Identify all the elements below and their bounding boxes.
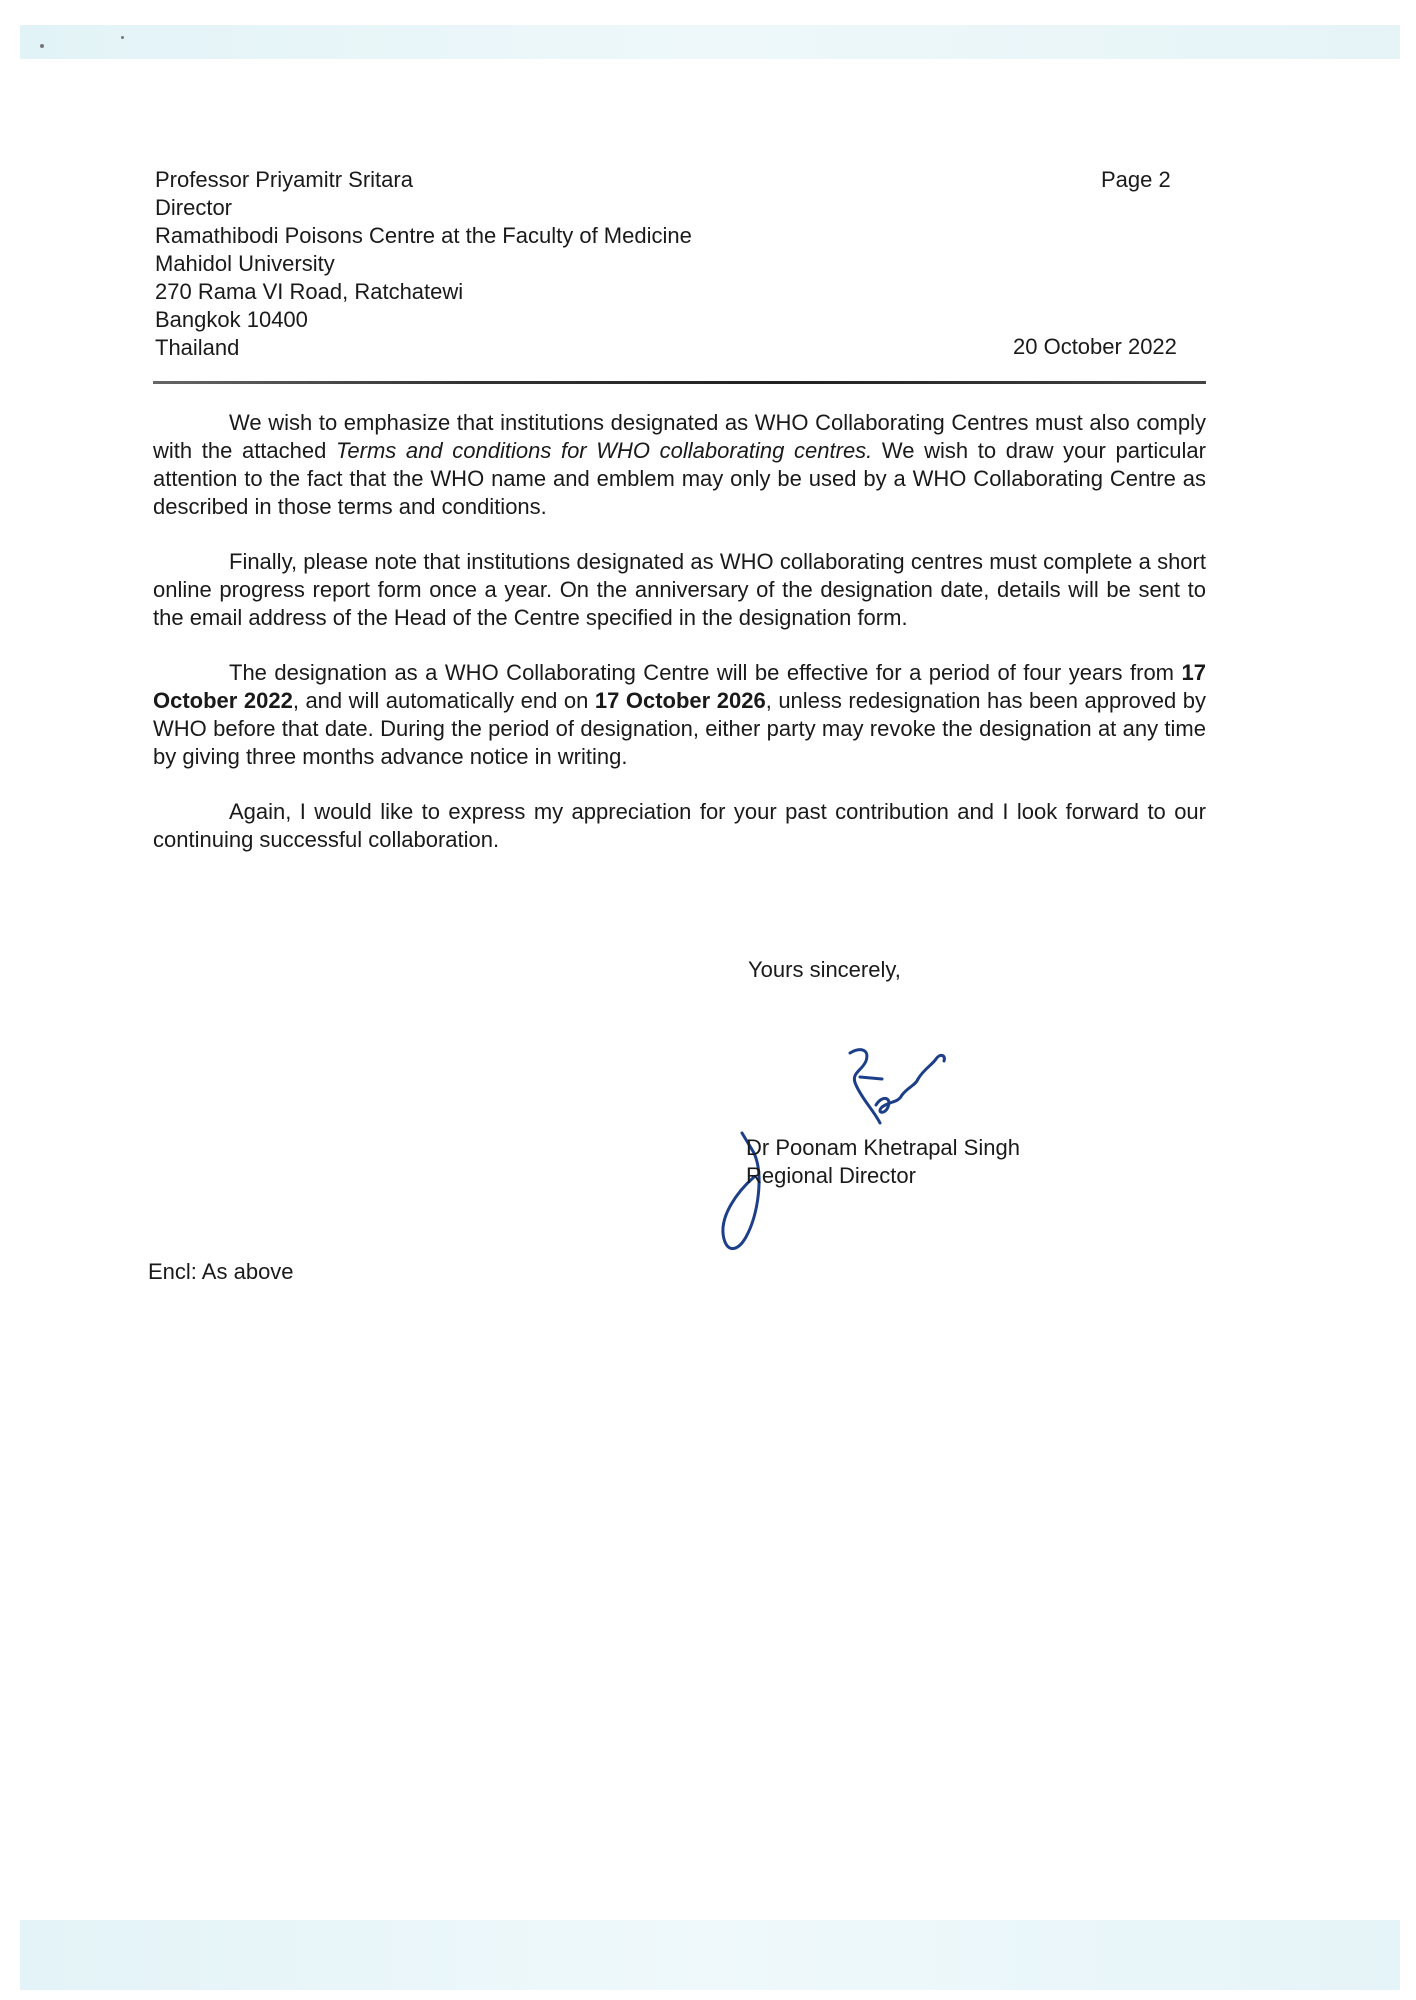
paragraph-progress-report: Finally, please note that institutions designated as WHO collaborating centres must complete a short online progress report form once a year. On the anniversary of the designation date, details will be sent to the email address of the Head of the Centre specified in the designation form. bbox=[153, 549, 1206, 630]
enclosure-note: Encl: As above bbox=[148, 1259, 294, 1284]
recipient-country: Thailand bbox=[155, 335, 240, 360]
designation-text: , unless redesignation has been approved by WHO before that date. During the period of designation, either party may revoke the designation at any time by giving three months advance notice in writing. bbox=[153, 688, 1206, 769]
recipient-institution: Ramathibodi Poisons Centre at the Faculty of Medicine bbox=[155, 223, 692, 248]
designation-start-date: 17 October 2022 bbox=[153, 660, 1206, 713]
designation-end-date: 17 October 2026 bbox=[594, 688, 766, 713]
closing-salutation: Yours sincerely, bbox=[748, 957, 901, 982]
recipient-address bbox=[155, 166, 692, 362]
recipient-position: Director bbox=[155, 195, 233, 220]
scan-speck bbox=[121, 36, 124, 39]
paragraph-terms-text: We wish to emphasize that institutions designated as WHO Collaborating Centres must also comply with the attached bbox=[153, 410, 1206, 463]
scan-speck bbox=[40, 44, 44, 48]
recipient-name: Professor Priyamitr Sritara bbox=[155, 167, 413, 192]
recipient-street: 270 Rama VI Road, Ratchatewi bbox=[155, 279, 464, 304]
recipient-university: Mahidol University bbox=[155, 251, 335, 276]
terms-document-title: Terms and conditions for WHO collaborating centres. bbox=[336, 438, 873, 463]
paragraph-appreciation: Again, I would like to express my appreciation for your past contribution and I look forward to our continuing successful collaboration. bbox=[153, 799, 1206, 852]
designation-text: The designation as a WHO Collaborating Centre will be effective for a period of four years from bbox=[229, 660, 1182, 685]
letter-body bbox=[153, 409, 1206, 881]
page-number: Page 2 bbox=[1101, 167, 1171, 192]
paragraph-designation-period bbox=[153, 659, 1206, 771]
paragraph-terms-text-end: We wish to draw your particular attention to the fact that the WHO name and emblem may only be used by a WHO Collaborating Centre as described in those terms and conditions. bbox=[153, 438, 1206, 519]
designation-text: , and will automatically end on bbox=[292, 688, 595, 713]
letter-date: 20 October 2022 bbox=[1013, 334, 1177, 359]
header-divider bbox=[153, 381, 1206, 384]
recipient-city: Bangkok 10400 bbox=[155, 307, 308, 332]
paragraph-terms bbox=[153, 409, 1206, 521]
scan-edge-top bbox=[20, 25, 1400, 59]
scan-edge-bottom bbox=[20, 1920, 1400, 1990]
signer-title: Regional Director bbox=[746, 1163, 916, 1188]
signer-block bbox=[746, 1134, 1020, 1190]
signer-name: Dr Poonam Khetrapal Singh bbox=[746, 1135, 1020, 1160]
